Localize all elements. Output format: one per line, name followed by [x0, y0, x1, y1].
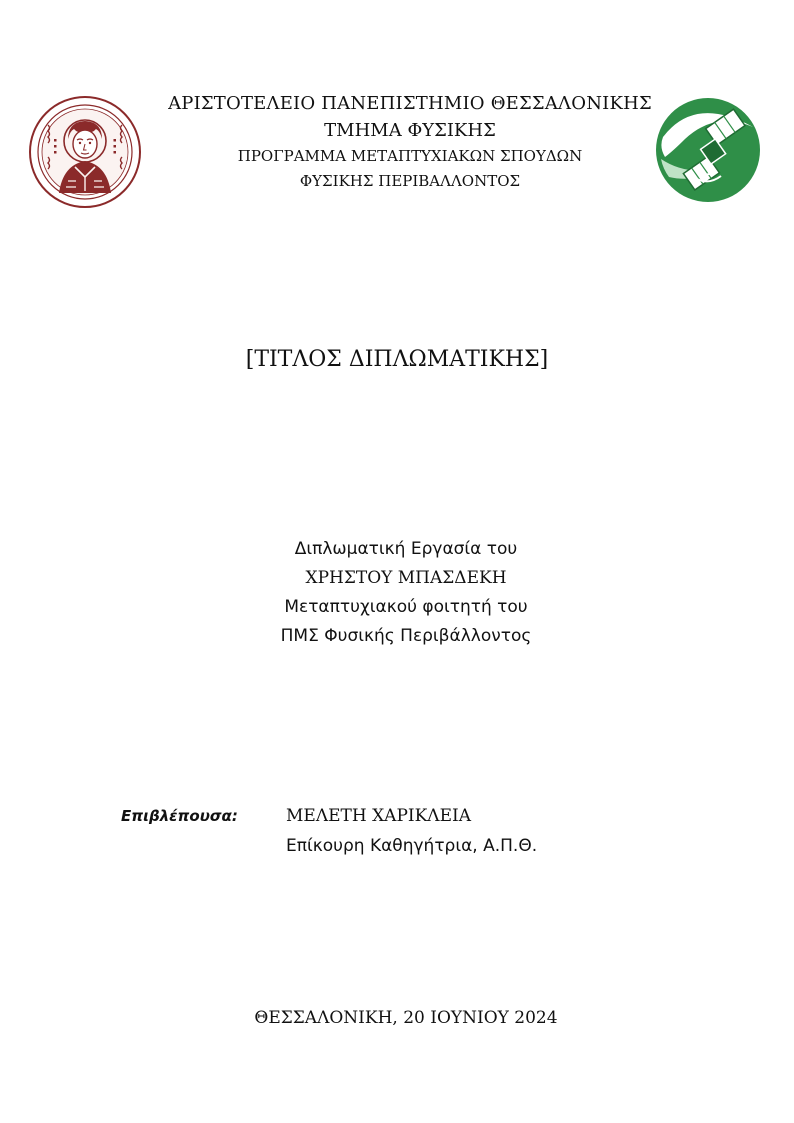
thesis-info	[0, 535, 794, 651]
supervisor-role: Επίκουρη Καθηγήτρια, Α.Π.Θ.	[286, 836, 538, 856]
place-date: ΘΕΣΣΑΛΟΝΙΚΗ, 20 ΙΟΥΝΙΟΥ 2024	[254, 1008, 558, 1028]
environmental-physics-logo-icon	[655, 97, 761, 203]
department-name: ΤΜΗΜΑ ΦΥΣΙΚΗΣ	[324, 120, 496, 141]
document-header	[140, 90, 680, 194]
university-seal-icon	[28, 95, 142, 209]
university-name: ΑΡΙΣΤΟΤΕΛΕΙΟ ΠΑΝΕΠΙΣΤΗΜΙΟ ΘΕΣΣΑΛΟΝΙΚΗΣ	[168, 93, 652, 114]
program-field: ΦΥΣΙΚΗΣ ΠΕΡΙΒΑΛΛΟΝΤΟΣ	[299, 172, 521, 190]
program-title: ΠΜΣ Φυσικής Περιβάλλοντος	[280, 626, 532, 646]
thesis-type: Διπλωματική Εργασία του	[294, 539, 518, 559]
author-name: ΧΡΗΣΤΟΥ ΜΠΑΣΔΕΚΗ	[305, 568, 507, 588]
thesis-title: [ΤΙΤΛΟΣ ΔΙΠΛΩΜΑΤΙΚΗΣ]	[245, 347, 549, 372]
supervisor-label: Επιβλέπουσα:	[121, 807, 238, 825]
student-status: Μεταπτυχιακού φοιτητή του	[284, 597, 528, 617]
program-name: ΠΡΟΓΡΑΜΜΑ ΜΕΤΑΠΤΥΧΙΑΚΩΝ ΣΠΟΥΔΩΝ	[237, 147, 583, 165]
supervisor-name: ΜΕΛΕΤΗ ΧΑΡΙΚΛΕΙΑ	[286, 806, 471, 826]
